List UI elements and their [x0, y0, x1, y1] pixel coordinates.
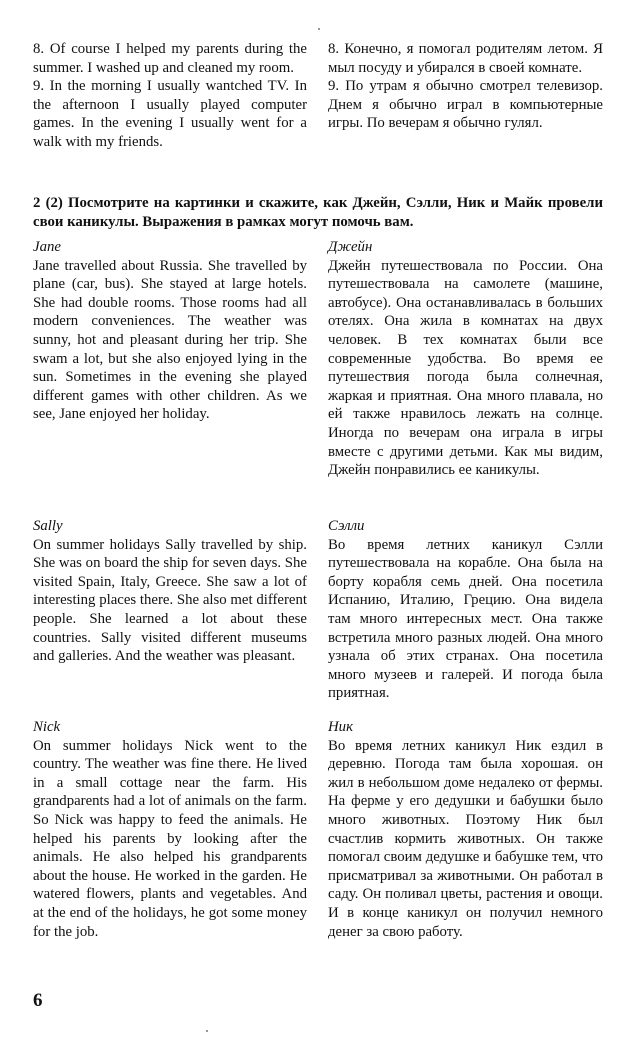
- task-heading: 2 (2) Посмотрите на картинки и скажите, как Джейн, Сэлли, Ник и Майк провели свои каникулы. Выражения в рамках могут помочь вам.: [33, 195, 603, 230]
- jane-russian-section: [328, 238, 603, 480]
- top-english-column: [33, 40, 307, 152]
- russian-answer-8: 8. Конечно, я помогал родителям летом. Я мыл посуду и убирался в своей комнате.: [328, 41, 603, 76]
- jane-russian-name: Джейн: [328, 239, 373, 255]
- english-answer-8: 8. Of course I helped my parents during the summer. I washed up and cleaned my room.: [33, 41, 307, 76]
- sally-russian-name: Сэлли: [328, 518, 365, 534]
- sally-english-name: Sally: [33, 518, 63, 534]
- top-russian-column: [328, 40, 603, 133]
- sally-english-section: [33, 517, 307, 666]
- jane-english-name: Jane: [33, 239, 61, 255]
- scan-speck: [318, 28, 320, 30]
- sally-english-text: On summer holidays Sally travelled by ship. She was on board the ship for seven days. She visited Spain, Italy, Greece. She saw a lot of interesting places there. She also met different people. She learned a lot about these countries. Sally visited different museums and galleries. And the weather was pleasant.: [33, 536, 307, 665]
- page-number: 6: [33, 990, 43, 1011]
- sally-russian-section: [328, 517, 603, 703]
- jane-russian-text: Джейн путешествовала по России. Она путешествовала на самолете (машине, автобусе). Она останавливалась в больших отелях. Она жила в комнатах на двух человек. В тех комнатах были все современные удобства. Во время ее путешествия погода была солнечная, жаркая и приятная. Она много плавала, но ей также нравилось лежать на солнце. Иногда по вечерам она играла в игры вместе с другими детьми. Как мы видим, Джейн понравились ее каникулы.: [328, 257, 603, 479]
- nick-english-section: [33, 718, 307, 941]
- nick-russian-name: Ник: [328, 719, 354, 735]
- sally-russian-text: Во время летних каникул Сэлли путешествовала на корабле. Она была на борту корабля семь дней. Она посетила Испанию, Италию, Грецию. Она видела там много интересных мест. Она также встретила много разных людей. Она много узнала об этих странах. Она посетила много музеев и галерей. И погода была приятная.: [328, 536, 603, 702]
- russian-answer-9: 9. По утрам я обычно смотрел телевизор. Днем я обычно играл в компьютерные игры. По вечерам я обычно гулял.: [328, 78, 603, 132]
- nick-russian-section: [328, 718, 603, 941]
- english-answer-9: 9. In the morning I usually wantched TV. In the afternoon I usually played computer games. In the evening I usually went for a walk with my friends.: [33, 78, 307, 150]
- nick-english-name: Nick: [33, 719, 61, 735]
- nick-russian-text: Во время летних каникул Ник ездил в деревню. Погода там была хорошая. он жил в небольшом доме недалеко от фермы. На ферме у его дедушки и бабушки было много животных. Поэтому Ник был счастлив кормить животных. Он также помогал своим дедушке и бабушке тем, что присматривал за животными. Он работал в саду. Он поливал цветы, растения и овощи. И в конце каникул он получил немного денег за свою работу.: [328, 737, 603, 940]
- jane-english-text: Jane travelled about Russia. She travelled by plane (car, bus). She stayed at large hotels. She had double rooms. Those rooms had all modern conveniences. The weather was sunny, hot and pleasant during her trip. She swam a lot, but she also enjoyed lying in the sun. Sometimes in the evening she played different games with other children. As we see, Jane enjoyed her holiday.: [33, 257, 307, 423]
- jane-english-section: [33, 238, 307, 424]
- scan-speck: [206, 1030, 208, 1032]
- nick-english-text: On summer holidays Nick went to the country. The weather was fine there. He lived in a small cottage near the farm. His grandparents had a lot of animals on the farm. So Nick was happy to feed the animals. He helped his parents by looking after the animals. He also helped his grandparents about the house. He worked in the garden. He watered flowers, plants and vegetables. And at the end of the holidays, he got some money for the job.: [33, 737, 307, 940]
